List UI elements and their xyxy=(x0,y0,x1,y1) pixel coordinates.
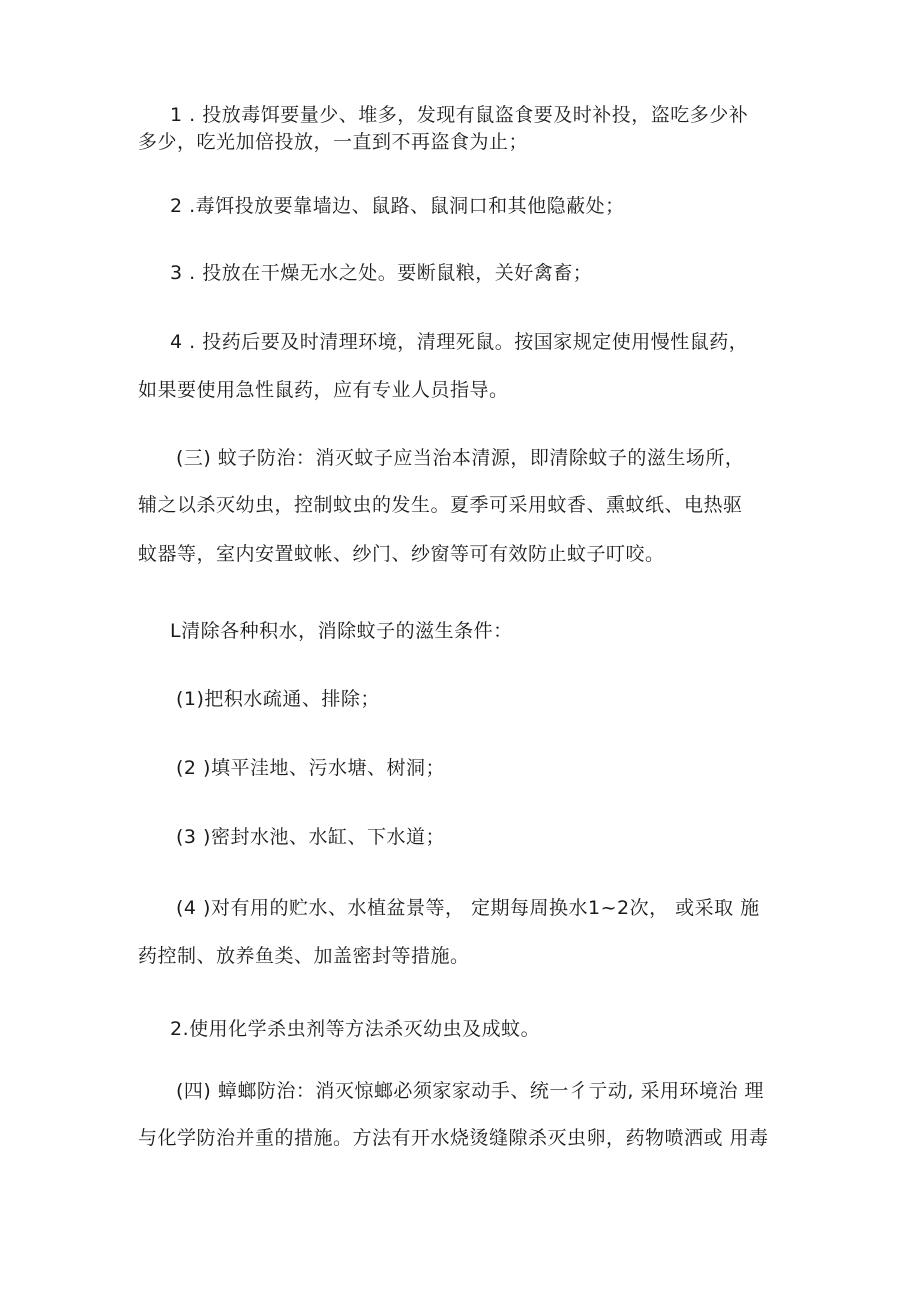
text-line-1: 1 . 投放毒饵要量少、堆多，发现有鼠盗食要及时补投，盗吃多少补 xyxy=(170,104,749,126)
text-line-13: (3 )密封水池、水缸、下水道； xyxy=(176,826,445,848)
text-line-9: 蚊器等，室内安置蚊帐、纱门、纱窗等可有效防止蚊子叮咬。 xyxy=(138,543,665,565)
text-line-17: (四) 蟑螂防治：消灭惊螂必须家家动手、统一彳亍动, 采用环境治 理 xyxy=(176,1080,764,1102)
text-line-15: 药控制、放养鱼类、加盖密封等措施。 xyxy=(138,945,470,967)
text-line-16: 2.使用化学杀虫剂等方法杀灭幼虫及成蚊。 xyxy=(170,1018,541,1040)
text-line-3: 2 .毒饵投放要靠墙边、鼠路、鼠洞口和其他隐蔽处； xyxy=(170,195,625,217)
text-line-2: 多少，吃光加倍投放，一直到不再盗食为止； xyxy=(138,131,529,153)
text-line-4: 3 . 投放在干燥无水之处。要断鼠粮，关好禽畜； xyxy=(170,262,593,284)
text-line-10: L清除各种积水，消除蚊子的滋生条件： xyxy=(170,620,513,642)
text-line-7: (三) 蚊子防治：消灭蚊子应当治本清源，即清除蚊子的滋生场所， xyxy=(176,447,745,469)
text-line-5: 4 . 投药后要及时清理环境，清理死鼠。按国家规定使用慢性鼠药， xyxy=(170,331,749,353)
text-line-6: 如果要使用急性鼠药，应有专业人员指导。 xyxy=(138,379,509,401)
text-line-11: (1)把积水疏通、排除； xyxy=(176,688,380,710)
text-line-12: (2 )填平洼地、污水塘、树洞； xyxy=(176,757,445,779)
text-line-14: (4 )对有用的贮水、水植盆景等， 定期每周换水1~2次， 或采取 施 xyxy=(176,897,760,919)
text-line-18: 与化学防治并重的措施。方法有开水烧烫缝隙杀灭虫卵，药物喷洒或 用毒 xyxy=(138,1127,769,1149)
text-line-8: 辅之以杀灭幼虫，控制蚊虫的发生。夏季可采用蚊香、熏蚊纸、电热驱 xyxy=(138,494,743,516)
